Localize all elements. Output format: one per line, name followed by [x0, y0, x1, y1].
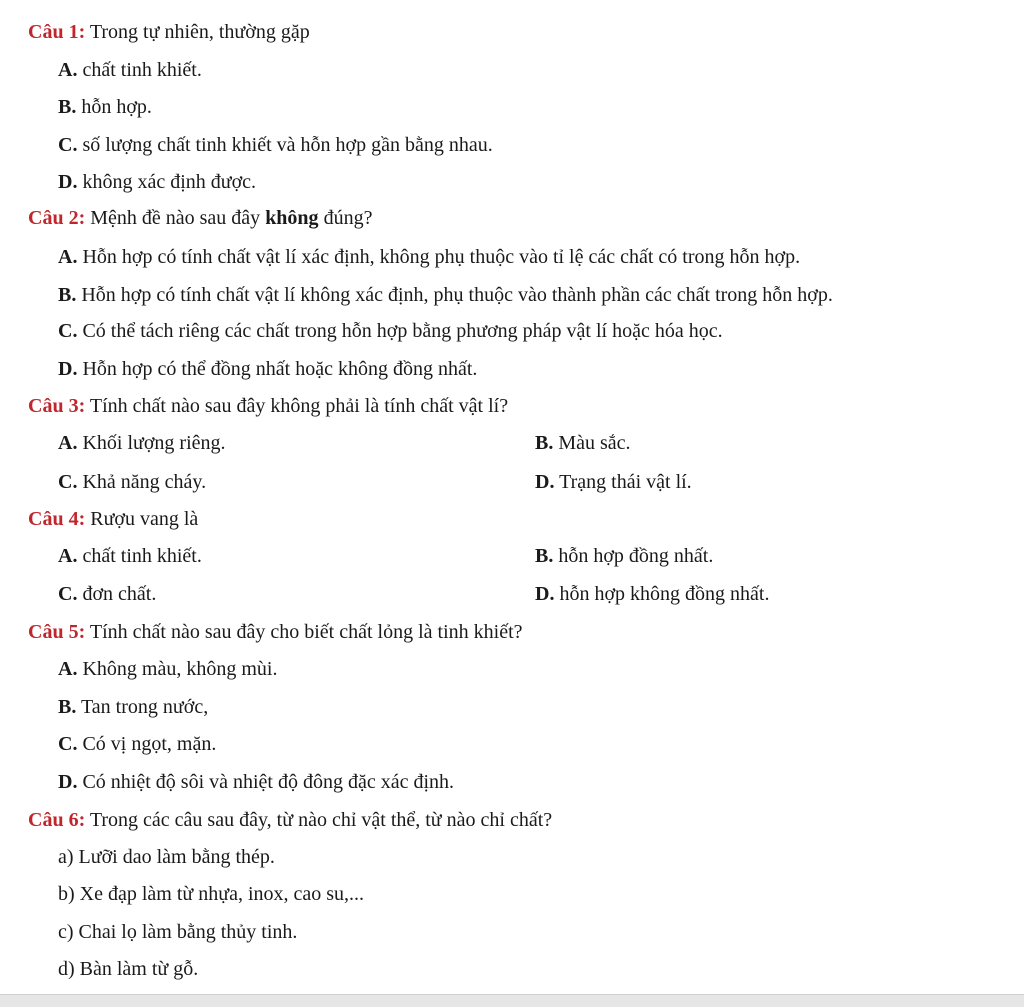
question-6-item-a: a) Lưỡi dao làm bằng thép. — [58, 846, 275, 868]
question-4 — [28, 507, 198, 531]
option-text: hỗn hợp không đồng nhất. — [559, 583, 770, 605]
question-4-option-c — [58, 582, 156, 606]
question-2-option-c — [58, 319, 723, 343]
question-3-option-b — [535, 431, 631, 455]
option-letter: D. — [58, 171, 78, 193]
option-letter: C. — [58, 471, 78, 493]
question-1-option-d — [58, 170, 256, 194]
option-text: Khối lượng riêng. — [82, 432, 226, 454]
question-1-option-c — [58, 133, 493, 157]
option-letter: B. — [58, 284, 77, 306]
option-text: Hỗn hợp có thể đồng nhất hoặc không đồng nhất. — [82, 358, 478, 380]
option-text: Màu sắc. — [558, 432, 631, 454]
option-text: Hỗn hợp có tính chất vật lí không xác định, phụ thuộc vào thành phần các chất trong hỗn hợp. — [81, 284, 833, 306]
option-letter: C. — [58, 134, 78, 156]
option-letter: B. — [58, 96, 77, 118]
question-2-option-d — [58, 357, 477, 381]
question-4-option-b — [535, 544, 713, 568]
question-3-option-c — [58, 470, 206, 494]
option-letter: C. — [58, 733, 78, 755]
question-text: Mệnh đề nào sau đây — [90, 207, 261, 229]
question-4-option-a — [58, 544, 202, 568]
page-bottom-edge — [0, 994, 1024, 1007]
question-number: Câu 4: — [28, 508, 86, 530]
option-text: Không màu, không mùi. — [82, 658, 278, 680]
option-text: chất tinh khiết. — [82, 545, 202, 567]
question-text: Trong tự nhiên, thường gặp — [89, 21, 310, 43]
option-letter: D. — [58, 771, 78, 793]
option-text: Trạng thái vật lí. — [559, 471, 692, 493]
option-text: hỗn hợp đồng nhất. — [558, 545, 714, 567]
question-text: Tính chất nào sau đây không phải là tính chất vật lí? — [89, 395, 509, 417]
option-text: Khả năng cháy. — [82, 471, 207, 493]
option-letter: A. — [58, 658, 78, 680]
option-letter: A. — [58, 246, 78, 268]
option-text: Có nhiệt độ sôi và nhiệt độ đông đặc xác định. — [82, 771, 455, 793]
option-text: chất tinh khiết. — [82, 59, 202, 81]
option-letter: C. — [58, 583, 78, 605]
option-letter: B. — [58, 696, 77, 718]
question-number: Câu 3: — [28, 395, 86, 417]
question-number: Câu 5: — [28, 621, 86, 643]
question-text: đúng? — [323, 207, 373, 229]
question-number: Câu 2: — [28, 207, 86, 229]
option-letter: A. — [58, 59, 78, 81]
option-text: Hỗn hợp có tính chất vật lí xác định, không phụ thuộc vào tỉ lệ các chất có trong hỗn hợp. — [82, 246, 801, 268]
question-5-option-b — [58, 695, 208, 719]
question-1-option-a — [58, 58, 202, 82]
option-letter: C. — [58, 320, 78, 342]
question-5 — [28, 620, 523, 644]
option-letter: D. — [58, 358, 78, 380]
option-letter: D. — [535, 471, 555, 493]
question-2 — [28, 206, 372, 230]
question-6-item-d: d) Bàn làm từ gỗ. — [58, 958, 199, 980]
question-1-option-b — [58, 95, 152, 119]
question-1 — [28, 20, 310, 44]
question-6-item-b: b) Xe đạp làm từ nhựa, inox, cao su,... — [58, 883, 365, 905]
option-letter: B. — [535, 432, 554, 454]
option-letter: A. — [58, 432, 78, 454]
option-letter: A. — [58, 545, 78, 567]
question-text: Trong các câu sau đây, từ nào chỉ vật thể, từ nào chỉ chất? — [89, 809, 553, 831]
question-6-item-c: c) Chai lọ làm bằng thủy tinh. — [58, 921, 298, 943]
option-text: đơn chất. — [82, 583, 157, 605]
question-3-option-a — [58, 431, 226, 455]
option-text: Tan trong nước, — [80, 696, 209, 718]
question-text-emphasis: không — [265, 207, 319, 229]
question-2-option-a — [58, 245, 800, 269]
question-5-option-c — [58, 732, 216, 756]
option-text: Có thể tách riêng các chất trong hỗn hợp bằng phương pháp vật lí hoặc hóa học. — [82, 320, 723, 342]
option-letter: D. — [535, 583, 555, 605]
option-text: Có vị ngọt, mặn. — [82, 733, 217, 755]
question-3 — [28, 394, 508, 418]
option-text: số lượng chất tinh khiết và hỗn hợp gần bằng nhau. — [82, 134, 493, 156]
question-text: Tính chất nào sau đây cho biết chất lỏng là tinh khiết? — [89, 621, 523, 643]
question-4-option-d — [535, 582, 769, 606]
question-2-option-b — [58, 283, 833, 307]
question-number: Câu 6: — [28, 809, 86, 831]
question-3-option-d — [535, 470, 692, 494]
question-5-option-a — [58, 657, 277, 681]
question-5-option-d — [58, 770, 454, 794]
question-6 — [28, 808, 552, 832]
option-text: không xác định được. — [82, 171, 257, 193]
option-text: hỗn hợp. — [81, 96, 152, 118]
question-number: Câu 1: — [28, 21, 86, 43]
option-letter: B. — [535, 545, 554, 567]
question-text: Rượu vang là — [90, 508, 199, 530]
